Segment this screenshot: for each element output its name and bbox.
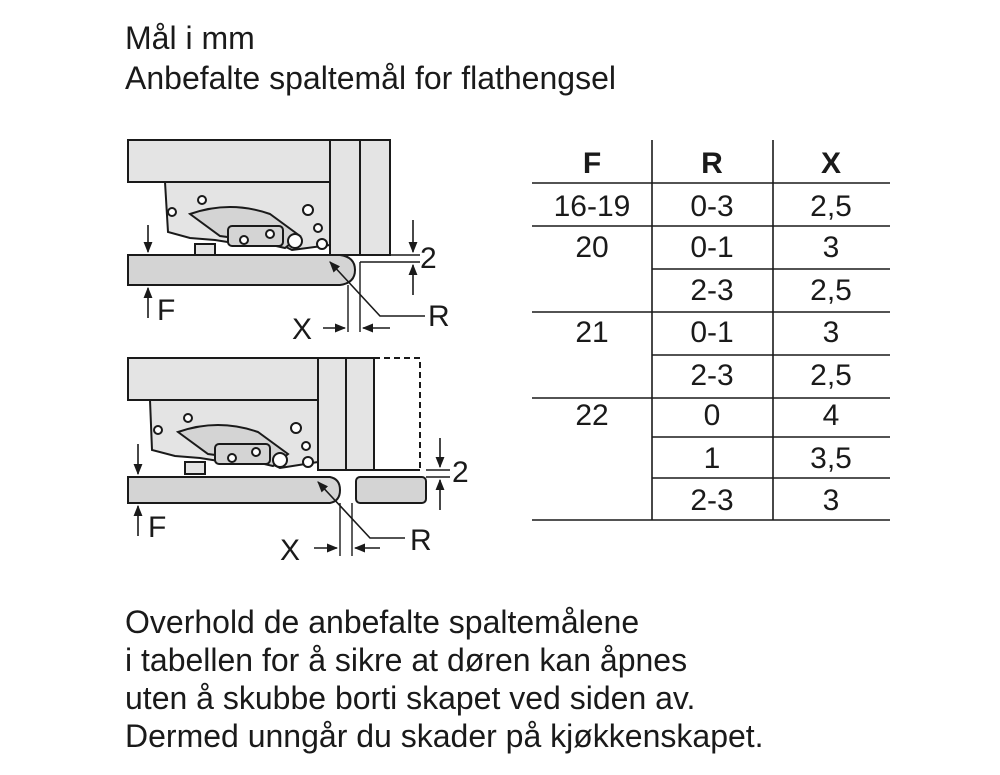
table-cell-R: 2-3 [690, 359, 734, 392]
label-2-top: 2 [420, 242, 437, 275]
table-cell-X: 3 [822, 484, 840, 517]
page-title: Anbefalte spaltemål for flathengsel [125, 60, 616, 96]
table-cell-R: 1 [703, 442, 721, 475]
footer-line: uten å skubbe borti skapet ved siden av. [125, 680, 696, 716]
table-cell-X: 2,5 [810, 274, 852, 307]
unit-line: Mål i mm [125, 20, 255, 56]
table-cell-R: 0-1 [690, 316, 734, 349]
table-cell-X: 4 [822, 399, 840, 432]
footer-line: Dermed unngår du skader på kjøkkenskapet. [125, 718, 764, 754]
door-panel-bottom [128, 477, 340, 503]
table-cell-X: 3,5 [810, 442, 852, 475]
table-cell-X: 2,5 [810, 190, 852, 223]
table-cell-F: 21 [575, 316, 609, 349]
cabinet-side-wall [330, 140, 360, 255]
table-cell-F: 22 [575, 399, 609, 432]
neighbour-panel-outline [374, 358, 420, 470]
table-cell-X: 2,5 [810, 359, 852, 392]
label-2-bottom: 2 [452, 456, 469, 489]
neighbour-panel [360, 140, 390, 255]
label-F-top: F [157, 294, 176, 327]
table-cell-X: 3 [822, 231, 840, 264]
hinge-diagram-bottom [128, 358, 469, 567]
table-cell-R: 0 [703, 399, 721, 432]
label-R-top: R [428, 300, 450, 333]
table-cell-F: 20 [575, 231, 609, 264]
cabinet-side-wall [318, 358, 346, 470]
neighbour-panel [346, 358, 374, 470]
table-cell-X: 3 [822, 316, 840, 349]
footer-line: Overhold de anbefalte spaltemålene [125, 604, 640, 640]
footer-note [125, 603, 764, 755]
table-cell-F: 16-19 [553, 190, 631, 223]
table-header-R: R [701, 147, 723, 180]
table-cell-R: 2-3 [690, 484, 734, 517]
table-cell-R: 0-1 [690, 231, 734, 264]
hinge-mechanism-bottom [150, 400, 318, 474]
gap-table [532, 140, 890, 520]
hinge-diagram-top [128, 140, 450, 346]
table-header-F: F [582, 147, 602, 180]
cabinet-top-panel [128, 358, 318, 400]
label-X-bottom: X [280, 534, 301, 567]
cabinet-top-panel [128, 140, 330, 182]
label-R-bottom: R [410, 524, 432, 557]
footer-line: i tabellen for å sikre at døren kan åpnes [125, 642, 688, 678]
table-header-X: X [820, 147, 842, 180]
table-cell-R: 0-3 [690, 190, 734, 223]
hinge-mechanism-top [165, 182, 330, 256]
door-panel-top [128, 255, 355, 285]
label-X-top: X [292, 313, 313, 346]
neighbour-door [356, 477, 426, 503]
table-cell-R: 2-3 [690, 274, 734, 307]
label-F-bottom: F [148, 511, 167, 544]
